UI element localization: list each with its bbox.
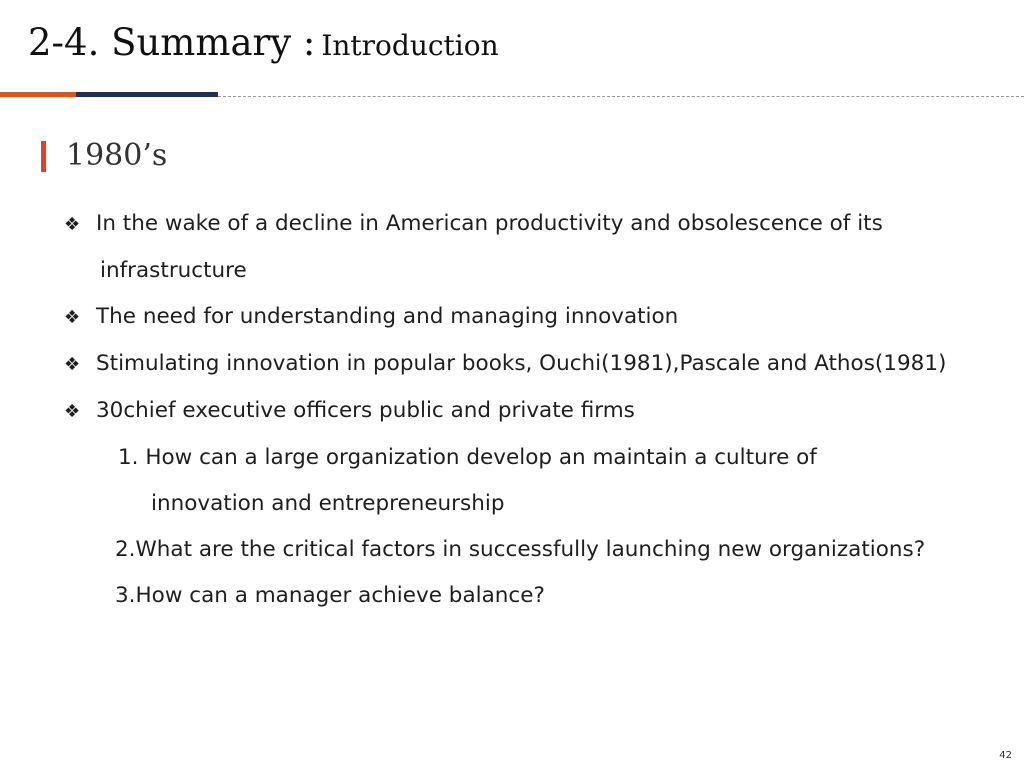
- four-diamond-bullet-icon: ❖: [64, 307, 81, 328]
- bullet-item: [64, 341, 1014, 388]
- numbered-subitem: 1. How can a large organization develop an maintain a culture of: [118, 445, 817, 470]
- slide-title-main: 2-4. Summary :: [28, 21, 316, 64]
- title-underline-navy: [76, 92, 218, 97]
- four-diamond-bullet-icon: ❖: [64, 214, 81, 235]
- section-heading: 1980’s: [66, 138, 168, 173]
- numbered-subitem: 3.How can a manager achieve balance?: [115, 583, 545, 608]
- title-underline-dotted: [218, 96, 1024, 97]
- vertical-bar-icon: [41, 141, 46, 172]
- four-diamond-bullet-icon: ❖: [64, 401, 81, 422]
- page-number: 42: [999, 750, 1012, 761]
- bullet-text: In the wake of a decline in American productivity and obsolescence of its: [96, 211, 883, 236]
- bullet-text: Stimulating innovation in popular books, Ouchi(1981),Pascale and Athos(1981): [96, 351, 947, 376]
- bullet-text-continuation: infrastructure: [100, 258, 247, 283]
- slide-title: [28, 21, 499, 64]
- bullet-item: [64, 388, 1014, 435]
- bullet-item: [64, 294, 1014, 341]
- bullet-text: 30chief executive officers public and private firms: [96, 398, 635, 423]
- bullet-text: The need for understanding and managing innovation: [96, 304, 679, 329]
- numbered-subitem-continuation: innovation and entrepreneurship: [151, 491, 505, 516]
- four-diamond-bullet-icon: ❖: [64, 354, 81, 375]
- title-underline-orange: [0, 92, 76, 97]
- slide-body: [64, 201, 1014, 619]
- bullet-item: [64, 201, 1014, 248]
- slide-subtitle: Introduction: [321, 29, 499, 62]
- numbered-subitem: 2.What are the critical factors in successfully launching new organizations?: [115, 537, 926, 562]
